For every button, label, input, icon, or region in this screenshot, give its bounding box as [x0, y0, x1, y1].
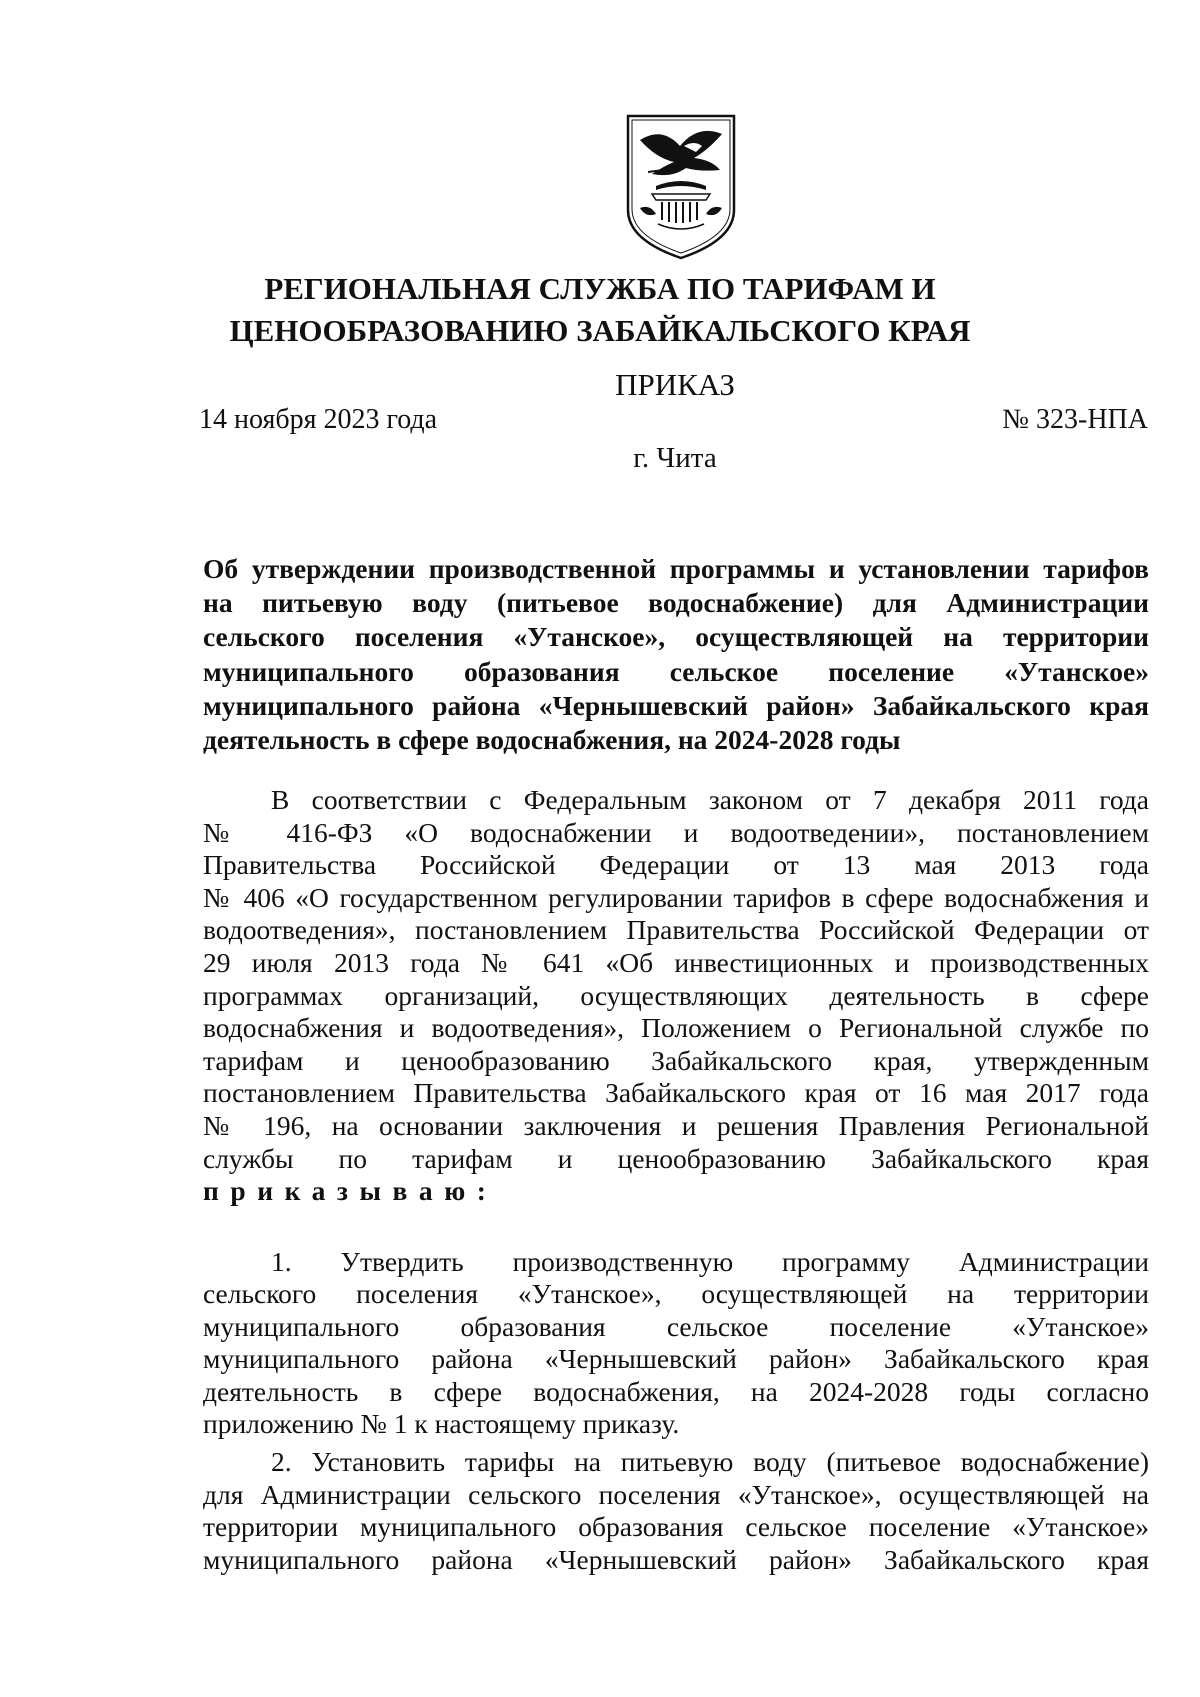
preamble-line: службы по тарифам и ценообразованию Забайкальского края — [203, 1142, 1149, 1174]
org-title-line-1: РЕГИОНАЛЬНАЯ СЛУЖБА ПО ТАРИФАМ И — [264, 271, 936, 306]
preamble-line: Правительства Российской Федерации от 13 мая 2013 года — [203, 849, 1149, 881]
item-line: 1. Утвердить производственную программу Администрации — [271, 1246, 1149, 1277]
subject-line: сельского поселения «Утанское», осуществляющей на территории — [203, 621, 1149, 653]
item-line: муниципального района «Чернышевский район» Забайкальского края — [203, 1543, 1149, 1575]
preamble-line: водоотведения», постановлением Правительства Российской Федерации от — [203, 914, 1149, 946]
preamble-paragraph — [203, 784, 1149, 1208]
item-line: муниципального образования сельское поселение «Утанское» — [203, 1310, 1149, 1342]
item-line: муниципального района «Чернышевский район» Забайкальского края — [203, 1343, 1149, 1375]
document-date: 14 ноября 2023 года — [199, 404, 438, 435]
order-word: приказываю: — [203, 1175, 498, 1207]
preamble-line: В соответствии с Федеральным законом от 7 декабря 2011 года — [271, 784, 1149, 815]
document-type: ПРИКАЗ — [615, 367, 735, 402]
subject-line: Об утверждении производственной программы и установлении тарифов — [203, 553, 1149, 584]
organization-title — [150, 268, 1050, 352]
order-item-2 — [203, 1446, 1149, 1576]
item-line: территории муниципального образования сельское поселение «Утанское» — [203, 1511, 1149, 1543]
org-title-line-2: ЦЕНООБРАЗОВАНИЮ ЗАБАЙКАЛЬСКОГО КРАЯ — [229, 313, 971, 348]
preamble-line: 29 июля 2013 года № 641 «Об инвестиционных и производственных — [203, 946, 1149, 978]
preamble-line: программах организаций, осуществляющих деятельность в сфере — [203, 979, 1149, 1011]
preamble-line: тарифам и ценообразованию Забайкальского края, утвержденным — [203, 1044, 1149, 1076]
order-items — [203, 1246, 1149, 1576]
preamble-line: постановлением Правительства Забайкальского края от 16 мая 2017 года — [203, 1077, 1149, 1109]
item-line: деятельность в сфере водоснабжения, на 2024-2028 годы согласно — [203, 1375, 1149, 1407]
subject-line: муниципального образования сельское поселение «Утанское» — [203, 655, 1149, 687]
document-number: № 323-НПА — [1002, 404, 1148, 435]
item-line: для Администрации сельского поселения «Утанское», осуществляющей на — [203, 1478, 1149, 1510]
item-line: сельского поселения «Утанское», осуществляющей на территории — [203, 1278, 1149, 1310]
item-line: 2. Установить тарифы на питьевую воду (питьевое водоснабжение) — [271, 1446, 1149, 1478]
preamble-line: № 416-ФЗ «О водоснабжении и водоотведении», постановлением — [203, 816, 1149, 848]
coat-of-arms-emblem — [622, 112, 740, 260]
document-city: г. Чита — [633, 442, 717, 474]
preamble-line: водоснабжения и водоотведения», Положением о Региональной службе по — [203, 1012, 1149, 1044]
subject-line: деятельность в сфере водоснабжения, на 2024-2028 годы — [203, 723, 901, 755]
subject-line: на питьевую воду (питьевое водоснабжение) для Администрации — [203, 587, 1149, 619]
subject-line: муниципального района «Чернышевский район» Забайкальского края — [203, 689, 1149, 721]
order-item-1 — [203, 1246, 1149, 1440]
preamble-line: № 196, на основании заключения и решения Правления Региональной — [203, 1109, 1149, 1141]
item-line: приложению № 1 к настоящему приказу. — [203, 1407, 680, 1439]
document-subject — [203, 552, 1149, 757]
preamble-line: № 406 «О государственном регулировании тарифов в сфере водоснабжения и — [203, 881, 1149, 913]
